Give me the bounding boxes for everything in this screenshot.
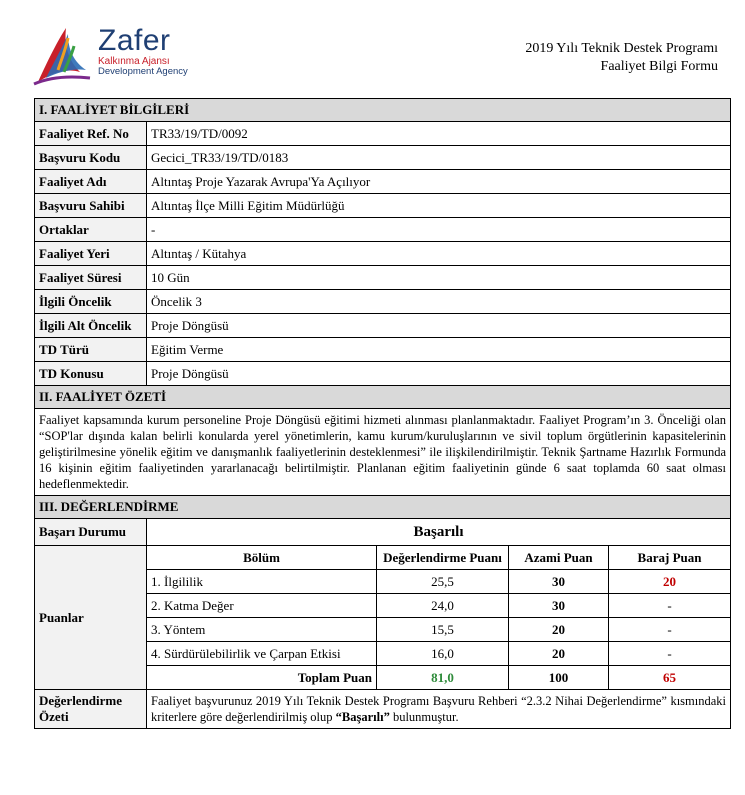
value-ortaklar: - [147, 218, 731, 242]
label-faaliyet-adi: Faaliyet Adı [35, 170, 147, 194]
row-baraj: - [609, 642, 731, 666]
label-degerlendirme-ozeti-line2: Özeti [39, 709, 69, 724]
label-faaliyet-suresi: Faaliyet Süresi [35, 266, 147, 290]
logo-subtitle-tr: Kalkınma Ajansı [98, 56, 170, 67]
program-title [525, 40, 718, 76]
section-title-faaliyet-bilgileri: I. FAALİYET BİLGİLERİ [35, 99, 731, 122]
label-ref-no: Faaliyet Ref. No [35, 122, 147, 146]
section-title-degerlendirme: III. DEĞERLENDİRME [35, 496, 731, 519]
page-header [0, 0, 745, 100]
row-baraj: - [609, 618, 731, 642]
row-baraj: 20 [609, 570, 731, 594]
row-puan: 15,5 [377, 618, 509, 642]
total-baraj: 65 [609, 666, 731, 690]
row-azami: 30 [509, 594, 609, 618]
row-baraj: - [609, 594, 731, 618]
label-ilgili-alt-oncelik: İlgili Alt Öncelik [35, 314, 147, 338]
column-header-baraj-puan: Baraj Puan [609, 546, 731, 570]
total-label: Toplam Puan [147, 666, 377, 690]
label-ortaklar: Ortaklar [35, 218, 147, 242]
row-puan: 25,5 [377, 570, 509, 594]
row-azami: 20 [509, 642, 609, 666]
column-header-azami-puan: Azami Puan [509, 546, 609, 570]
label-degerlendirme-ozeti [35, 690, 147, 729]
value-faaliyet-suresi: 10 Gün [147, 266, 731, 290]
total-puan: 81,0 [377, 666, 509, 690]
row-bolum: 3. Yöntem [147, 618, 377, 642]
program-title-line2: Faaliyet Bilgi Formu [600, 59, 718, 74]
row-azami: 30 [509, 570, 609, 594]
label-puanlar: Puanlar [35, 546, 147, 690]
value-basvuru-sahibi: Altıntaş İlçe Milli Eğitim Müdürlüğü [147, 194, 731, 218]
logo-subtitle-en: Development Agency [98, 66, 188, 77]
column-header-bolum: Bölüm [147, 546, 377, 570]
value-ref-no: TR33/19/TD/0092 [147, 122, 731, 146]
ozet-text-bold: “Başarılı” [335, 710, 390, 724]
value-ilgili-oncelik: Öncelik 3 [147, 290, 731, 314]
label-ilgili-oncelik: İlgili Öncelik [35, 290, 147, 314]
value-faaliyet-adi: Altıntaş Proje Yazarak Avrupa'Ya Açılıyor [147, 170, 731, 194]
value-td-turu: Eğitim Verme [147, 338, 731, 362]
value-ilgili-alt-oncelik: Proje Döngüsü [147, 314, 731, 338]
logo-name: Zafer [98, 24, 171, 57]
row-bolum: 4. Sürdürülebilirlik ve Çarpan Etkisi [147, 642, 377, 666]
value-basari-durumu: Başarılı [147, 519, 731, 546]
value-faaliyet-yeri: Altıntaş / Kütahya [147, 242, 731, 266]
label-basari-durumu: Başarı Durumu [35, 519, 147, 546]
label-basvuru-kodu: Başvuru Kodu [35, 146, 147, 170]
ozet-text-b: bulunmuştur. [389, 710, 459, 724]
row-bolum: 2. Katma Değer [147, 594, 377, 618]
faaliyet-ozeti-text: Faaliyet kapsamında kurum personeline Proje Döngüsü eğitimi hizmeti alınması planlanmaktadır. Faaliyet Program’ın 3. Önceliği olan “SOP'lar dışında kalan belirli konularda yerel yönetimlerin, kamu kurum/kuruluşlarının ve sivil toplum örgütlerinin kapasitelerinin geliştirilmesine yönelik eğitim ve danışmanlık faaliyetlerinin desteklenmesi” ile ilişkilendirilmiştir. Teknik Şartname Hazırlık Formunda 16 kişinin eğitim faaliyetinden yararlanacağı belirtilmiştir. Planlanan eğitim faaliyetinin günde 6 saat toplamda 60 saat olması hedeflenmektedir. [35, 409, 731, 496]
row-azami: 20 [509, 618, 609, 642]
logo-swoosh-icon [28, 20, 98, 90]
activity-form-table [34, 98, 731, 729]
value-td-konusu: Proje Döngüsü [147, 362, 731, 386]
label-faaliyet-yeri: Faaliyet Yeri [35, 242, 147, 266]
degerlendirme-ozeti-text [147, 690, 731, 729]
value-basvuru-kodu: Gecici_TR33/19/TD/0183 [147, 146, 731, 170]
program-title-line1: 2019 Yılı Teknik Destek Programı [525, 41, 718, 56]
row-puan: 16,0 [377, 642, 509, 666]
section-title-faaliyet-ozeti: II. FAALİYET ÖZETİ [35, 386, 731, 409]
ozet-text-a: Faaliyet başvurunuz 2019 Yılı Teknik Destek Programı Başvuru Rehberi “2.3.2 Nihai Değerlendirme” kısmındaki kriterlere göre değerlendirilmiş olup [151, 694, 727, 724]
label-basvuru-sahibi: Başvuru Sahibi [35, 194, 147, 218]
row-bolum: 1. İlgililik [147, 570, 377, 594]
column-header-degerlendirme-puani: Değerlendirme Puanı [377, 546, 509, 570]
agency-logo [28, 20, 198, 90]
row-puan: 24,0 [377, 594, 509, 618]
label-td-turu: TD Türü [35, 338, 147, 362]
total-azami: 100 [509, 666, 609, 690]
logo-text [98, 26, 188, 77]
label-td-konusu: TD Konusu [35, 362, 147, 386]
label-degerlendirme-ozeti-line1: Değerlendirme [39, 693, 123, 708]
